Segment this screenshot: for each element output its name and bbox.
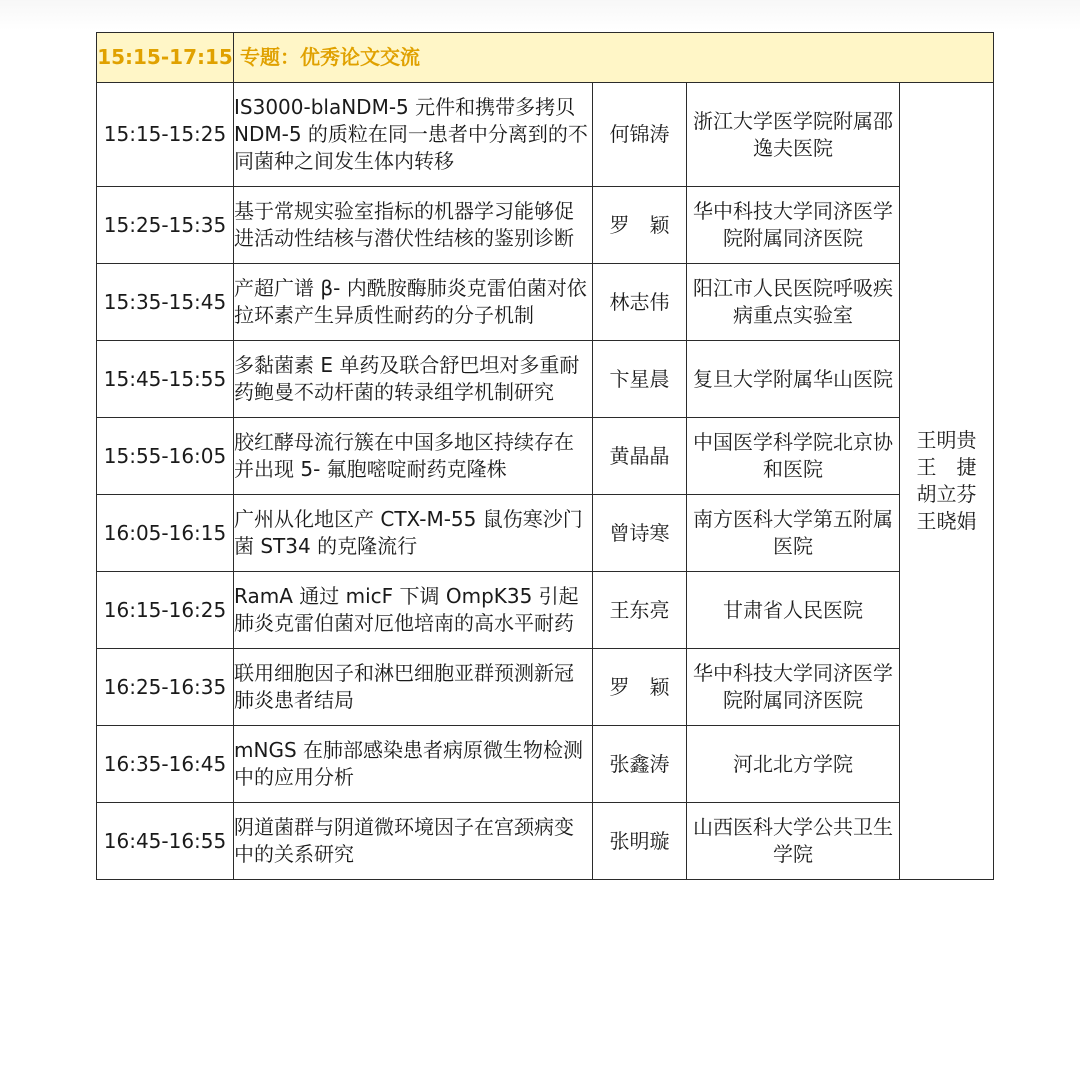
session-chairs [900,83,994,880]
talk-institution: 甘肃省人民医院 [687,572,900,649]
talk-institution: 复旦大学附属华山医院 [687,341,900,418]
talk-title: 基于常规实验室指标的机器学习能够促进活动性结核与潜伏性结核的鉴别诊断 [234,187,593,264]
chair-name: 王明贵 [916,428,977,452]
talk-time: 15:15-15:25 [97,83,234,187]
talk-time: 16:35-16:45 [97,726,234,803]
chair-name: 王晓娟 [916,509,977,533]
chair-name: 胡立芬 [916,482,977,506]
talk-institution: 中国医学科学院北京协和医院 [687,418,900,495]
talk-speaker: 张鑫涛 [593,726,687,803]
talk-speaker: 罗 颖 [593,649,687,726]
talk-institution: 华中科技大学同济医学院附属同济医院 [687,649,900,726]
table-row [97,572,994,649]
chair-name: 王 捷 [916,455,977,479]
table-row [97,264,994,341]
table-row [97,83,994,187]
talk-title: 联用细胞因子和淋巴细胞亚群预测新冠肺炎患者结局 [234,649,593,726]
schedule-table [96,32,994,880]
table-row [97,341,994,418]
talk-institution: 阳江市人民医院呼吸疾病重点实验室 [687,264,900,341]
talk-time: 16:05-16:15 [97,495,234,572]
talk-institution: 浙江大学医学院附属邵逸夫医院 [687,83,900,187]
session-time: 15:15-17:15 [97,33,234,83]
table-row [97,649,994,726]
talk-institution: 山西医科大学公共卫生学院 [687,803,900,880]
table-row [97,495,994,572]
session-header-row [97,33,994,83]
talk-title: 产超广谱 β- 内酰胺酶肺炎克雷伯菌对依拉环素产生异质性耐药的分子机制 [234,264,593,341]
talk-time: 15:35-15:45 [97,264,234,341]
talk-title: 广州从化地区产 CTX-M-55 鼠伤寒沙门菌 ST34 的克隆流行 [234,495,593,572]
talk-time: 16:15-16:25 [97,572,234,649]
talk-time: 15:45-15:55 [97,341,234,418]
table-row [97,803,994,880]
talk-institution: 华中科技大学同济医学院附属同济医院 [687,187,900,264]
talk-speaker: 曾诗寒 [593,495,687,572]
session-title: 专题：优秀论文交流 [234,33,994,83]
talk-title: mNGS 在肺部感染患者病原微生物检测中的应用分析 [234,726,593,803]
talk-speaker: 罗 颖 [593,187,687,264]
talk-time: 15:55-16:05 [97,418,234,495]
table-row [97,726,994,803]
talk-speaker: 黄晶晶 [593,418,687,495]
talk-time: 15:25-15:35 [97,187,234,264]
table-row [97,418,994,495]
talk-institution: 河北北方学院 [687,726,900,803]
talk-speaker: 王东亮 [593,572,687,649]
talk-speaker: 卞星晨 [593,341,687,418]
talk-time: 16:25-16:35 [97,649,234,726]
talk-speaker: 张明璇 [593,803,687,880]
talk-institution: 南方医科大学第五附属医院 [687,495,900,572]
talk-title: IS3000-blaNDM-5 元件和携带多拷贝 NDM-5 的质粒在同一患者中分离到的不同菌种之间发生体内转移 [234,83,593,187]
table-row [97,187,994,264]
talk-speaker: 何锦涛 [593,83,687,187]
talk-title: 胶红酵母流行簇在中国多地区持续存在并出现 5- 氟胞嘧啶耐药克隆株 [234,418,593,495]
talk-time: 16:45-16:55 [97,803,234,880]
talk-title: 阴道菌群与阴道微环境因子在宫颈病变中的关系研究 [234,803,593,880]
talk-speaker: 林志伟 [593,264,687,341]
talk-title: RamA 通过 micF 下调 OmpK35 引起肺炎克雷伯菌对厄他培南的高水平耐药 [234,572,593,649]
talk-title: 多黏菌素 E 单药及联合舒巴坦对多重耐药鲍曼不动杆菌的转录组学机制研究 [234,341,593,418]
